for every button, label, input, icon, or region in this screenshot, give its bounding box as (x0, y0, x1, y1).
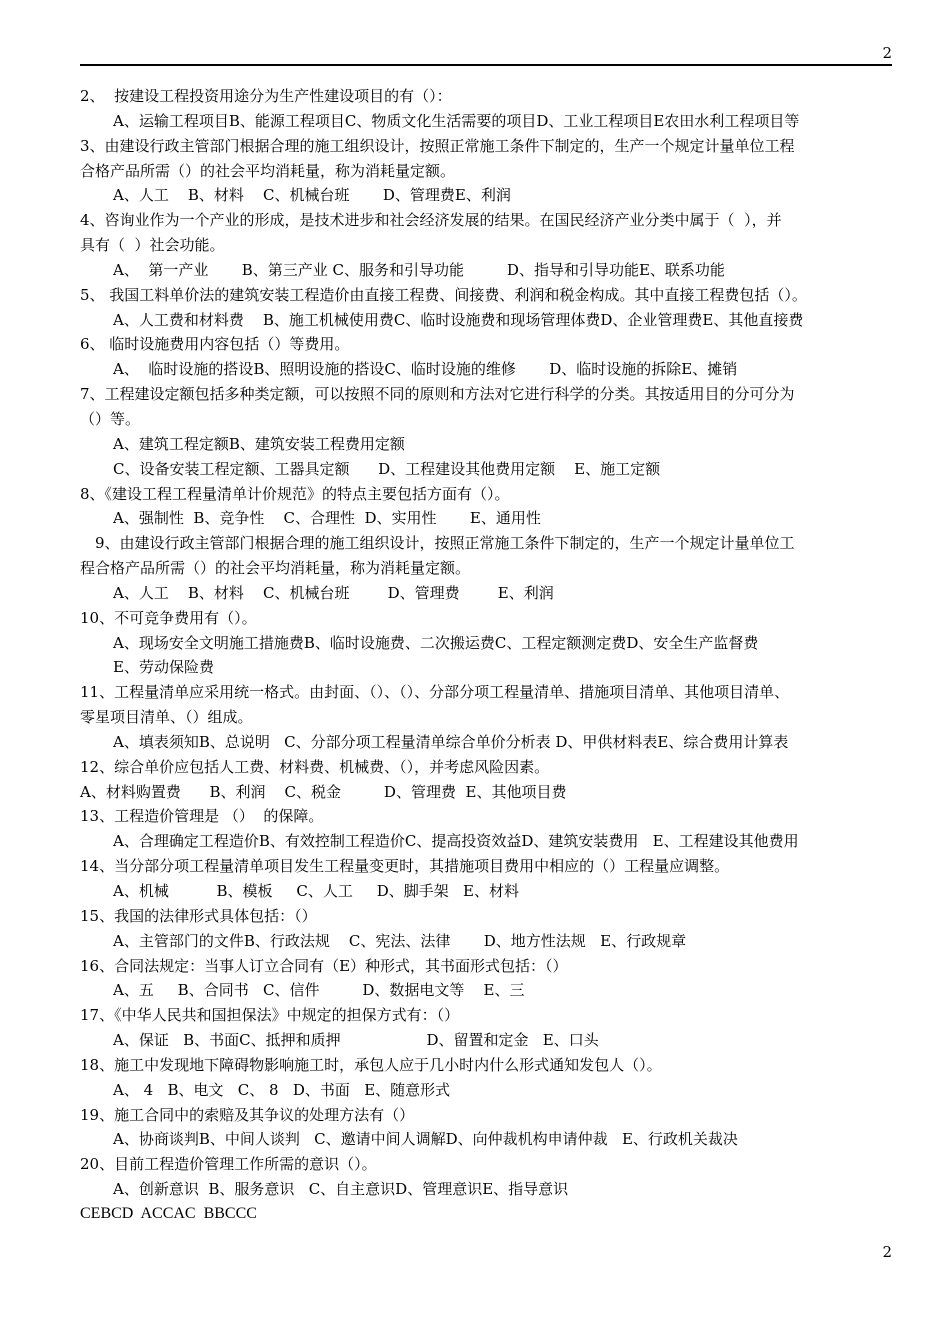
text-line: A、合理确定工程造价B、有效控制工程造价C、提高投资效益D、建筑安装费用 E、工程建设其他费用 (113, 832, 799, 851)
text-line: 6、 临时设施费用内容包括（）等费用。 (80, 335, 350, 354)
text-line: 9、由建设行政主管部门根据合理的施工组织设计，按照正常施工条件下制定的，生产一个规定计量单位工 (95, 534, 795, 553)
text-line: 零星项目清单、（）组成。 (80, 708, 253, 727)
text-line: 5、 我国工料单价法的建筑安装工程造价由直接工程费、间接费、利润和税金构成。其中直接工程费包括（）。 (80, 285, 807, 304)
text-line: 具有（ ）社会功能。 (80, 236, 225, 255)
text-line: 12、综合单价应包括人工费、材料费、机械费、（），并考虑风险因素。 (80, 757, 550, 776)
text-line: 14、当分部分项工程量清单项目发生工程量变更时，其措施项目费用中相应的（）工程量应调整。 (80, 857, 730, 876)
text-line: C、设备安装工程定额、工器具定额 D、工程建设其他费用定额 E、施工定额 (113, 459, 661, 478)
text-line: 19、施工合同中的索赔及其争议的处理方法有（） (80, 1105, 415, 1124)
text-line: 3、由建设行政主管部门根据合理的施工组织设计，按照正常施工条件下制定的，生产一个规定计量单位工程 (80, 136, 795, 155)
text-line: 合格产品所需（）的社会平均消耗量，称为消耗量定额。 (80, 161, 456, 180)
text-line: 16、合同法规定：当事人订立合同有（E）种形式，其书面形式包括：（） (80, 956, 568, 975)
text-line: A、材料购置费 B、利润 C、税金 D、管理费 E、其他项目费 (80, 782, 567, 801)
text-line: 18、施工中发现地下障碍物影响施工时，承包人应于几小时内什么形式通知发包人（）。 (80, 1055, 662, 1074)
text-line: A、主管部门的文件B、行政法规 C、宪法、法律 D、地方性法规 E、行政规章 (113, 931, 687, 950)
text-line: A、建筑工程定额B、建筑安装工程费用定额 (113, 434, 405, 453)
page-number-bottom: 2 (882, 1243, 892, 1261)
text-line: 8、《建设工程工程量清单计价规范》的特点主要包括方面有（）。 (80, 484, 510, 503)
text-line: 4、咨询业作为一个产业的形成，是技术进步和社会经济发展的结果。在国民经济产业分类中属于（ ），并 (80, 211, 782, 230)
answer-key: CEBCD ACCAC BBCCC (80, 1204, 257, 1222)
text-line: 17、《中华人民共和国担保法》中规定的担保方式有：（） (80, 1006, 460, 1025)
text-line: E、劳动保险费 (113, 658, 214, 677)
text-line: 20、目前工程造价管理工作所需的意识（）。 (80, 1155, 377, 1174)
text-line: A、保证 B、书面C、抵押和质押 D、留置和定金 E、口头 (113, 1031, 599, 1050)
text-line: A、五 B、合同书 C、信件 D、数据电文等 E、三 (113, 981, 525, 1000)
page-number-top: 2 (882, 44, 892, 62)
text-line: A、人工 B、材料 C、机械台班 D、管理费E、利润 (113, 186, 511, 205)
text-line: 2、 按建设工程投资用途分为生产性建设项目的有（）： (80, 87, 452, 105)
text-line: 7、工程建设定额包括多种类定额，可以按照不同的原则和方法对它进行科学的分类。其按适用目的分可分为 (80, 385, 795, 404)
text-line: A、人工 B、材料 C、机械台班 D、管理费 E、利润 (113, 583, 554, 602)
text-line: A、人工费和材料费 B、施工机械使用费C、临时设施费和现场管理体费D、企业管理费E、其他直接费 (113, 310, 804, 329)
text-line: 15、我国的法律形式具体包括：（） (80, 906, 317, 925)
text-line: 程合格产品所需（）的社会平均消耗量，称为消耗量定额。 (80, 559, 471, 578)
text-line: A、 临时设施的搭设B、照明设施的搭设C、临时设施的维修 D、临时设施的拆除E、摊销 (113, 360, 738, 379)
text-line: A、运输工程项目B、能源工程项目C、物质文化生活需要的项目D、工业工程项目E农田水利工程项目等 (113, 111, 800, 130)
text-line: A、机械 B、模板 C、人工 D、脚手架 E、材料 (113, 882, 519, 900)
header-rule (80, 64, 892, 66)
text-line: （）等。 (80, 409, 141, 428)
text-line: A、创新意识 B、服务意识 C、自主意识D、管理意识E、指导意识 (113, 1180, 569, 1199)
text-line: A、现场安全文明施工措施费B、临时设施费、二次搬运费C、工程定额测定费D、安全生产监督费 (113, 633, 759, 652)
text-line: A、填表须知B、总说明 C、分部分项工程量清单综合单价分析表 D、甲供材料表E、综合费用计算表 (113, 732, 789, 751)
text-line: A、协商谈判B、中间人谈判 C、邀请中间人调解D、向仲裁机构申请仲裁 E、行政机关裁决 (113, 1130, 738, 1149)
text-line: A、强制性 B、竞争性 C、合理性 D、实用性 E、通用性 (113, 509, 541, 528)
text-line: A、 4 B、电文 C、 8 D、书面 E、随意形式 (113, 1080, 451, 1099)
document-body (80, 84, 895, 1227)
text-line: 13、工程造价管理是 （） 的保障。 (80, 807, 324, 826)
text-line: 11、工程量清单应采用统一格式。由封面、（）、（）、分部分项工程量清单、措施项目清单、其他项目清单、 (80, 683, 790, 702)
text-line: A、 第一产业 B、第三产业 C、服务和引导功能 D、指导和引导功能E、联系功能 (113, 260, 725, 279)
text-line: 10、不可竞争费用有（）。 (80, 608, 257, 627)
